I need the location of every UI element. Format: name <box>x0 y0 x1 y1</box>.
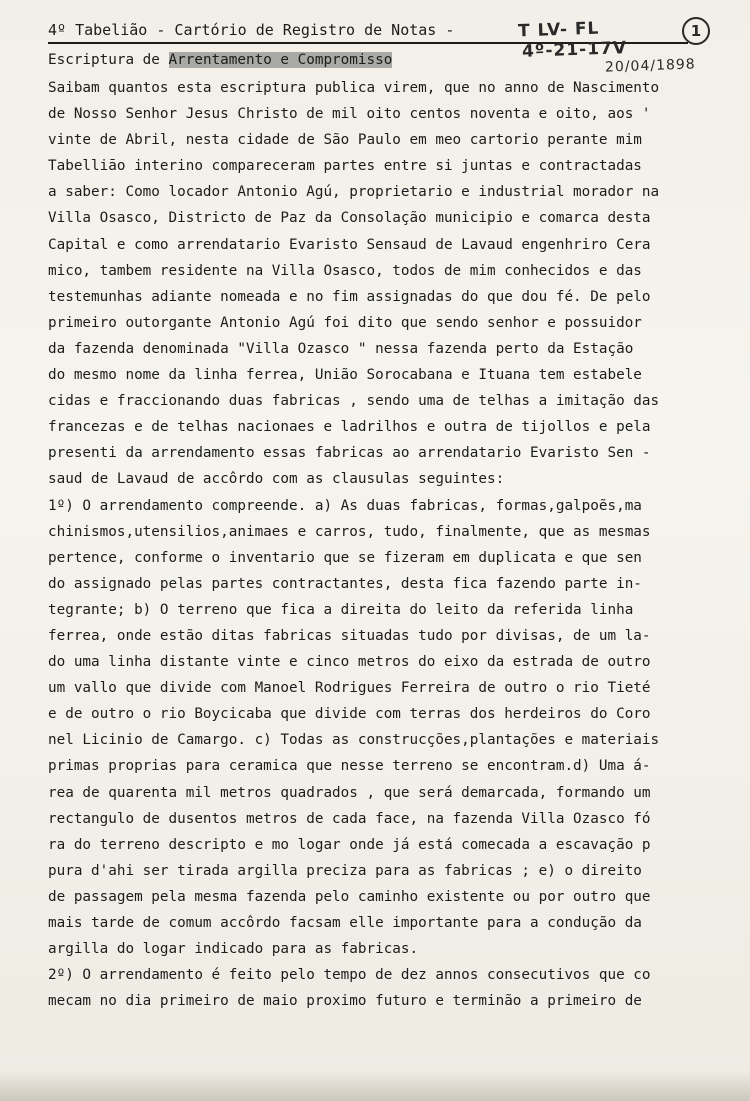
text-line: primeiro outorgante Antonio Agú foi dito que sendo senhor e possuidor <box>48 314 642 331</box>
text-line: ferrea, onde estão ditas fabricas situadas tudo por divisas, de um la- <box>48 627 651 644</box>
text-line: Saibam quantos esta escriptura publica virem, que no anno de Nascimento <box>48 80 660 96</box>
handwritten-date: 20/04/1898 <box>604 56 696 76</box>
document-title <box>48 50 392 70</box>
title-highlighted: Arrentamento e Compromisso <box>168 52 393 68</box>
page-bottom-shadow <box>0 1071 750 1101</box>
text-line: rea de quarenta mil metros quadrados , que será demarcada, formando um <box>48 784 651 801</box>
text-line: argilla do logar indicado para as fabricas. <box>48 941 419 958</box>
text-line: tegrante; b) O terreno que fica a direita do leito da referida linha <box>48 601 634 618</box>
text-line: a saber: Como locador Antonio Agú, proprietario e industrial morador na <box>48 184 660 201</box>
text-line: 2º) O arrendamento é feito pelo tempo de dez annos consecutivos que co <box>48 967 651 984</box>
text-line: mais tarde de comum accôrdo facsam elle importante para a condução da <box>48 915 642 931</box>
text-line: primas proprias para ceramica que nesse terreno se encontram.d) Uma á- <box>48 758 651 775</box>
handwritten-folio-reference: 4º-21-17V <box>521 38 628 62</box>
text-line: vinte de Abril, nesta cidade de São Paulo em meo cartorio perante mim <box>48 132 642 149</box>
text-line: 1º) O arrendamento compreende. a) As duas fabricas, formas,galpoẽs,ma <box>48 497 642 514</box>
text-line: Villa Osasco, Districto de Paz da Consolação municipio e comarca desta <box>48 210 651 227</box>
text-line: do mesmo nome da linha ferrea, União Sorocabana e Ituana tem estabele <box>48 367 642 384</box>
text-line: rectangulo de dusentos metros de cada face, na fazenda Villa Ozasco fó <box>48 810 651 827</box>
text-line: testemunhas adiante nomeada e no fim assignadas do que dou fé. De pelo <box>48 288 651 305</box>
text-line: da fazenda denominada "Villa Ozasco " nessa fazenda perto da Estação <box>48 340 634 357</box>
text-line: mecam no dia primeiro de maio proximo futuro e terminão a primeiro de <box>48 993 642 1010</box>
text-line: Capital e como arrendatario Evaristo Sensaud de Lavaud engenhriro Cera <box>48 236 651 253</box>
handwritten-book-reference: T LV- FL <box>517 18 600 42</box>
title-prefix: Escriptura de <box>48 52 169 68</box>
text-line: um vallo que divide com Manoel Rodrigues Ferreira de outro o rio Tieté <box>48 680 651 697</box>
text-line: mico, tambem residente na Villa Osasco, todos de mim conhecidos e das <box>48 262 642 279</box>
office-header: 4º Tabelião - Cartório de Registro de Notas - <box>48 20 688 44</box>
text-line: pura d'ahi ser tirada argilla preciza para as fabricas ; e) o direito <box>48 862 642 879</box>
handwritten-page-number: 1 <box>682 17 710 45</box>
text-line: presenti da arrendamento essas fabricas ao arrendatario Evaristo Sen - <box>48 445 651 462</box>
text-line: do assignado pelas partes contractantes, desta fica fazendo parte in- <box>48 575 642 592</box>
text-line: chinismos,utensilios,animaes e carros, tudo, finalmente, que as mesmas <box>48 523 651 540</box>
text-line: ra do terreno descripto e mo logar onde já está comecada a escavação p <box>48 836 651 853</box>
text-line: cidas e fraccionando duas fabricas , sendo uma de telhas a imitação das <box>48 393 660 410</box>
text-line: Tabelliāo interino compareceram partes entre si juntas e contractadas <box>48 158 642 175</box>
document-body <box>48 75 748 1014</box>
text-line: nel Licinio de Camargo. c) Todas as construcções,plantações e materiais <box>48 732 660 749</box>
text-line: pertence, conforme o inventario que se fizeram em duplicata e que sen <box>48 549 642 566</box>
text-line: saud de Lavaud de accôrdo com as clausulas seguintes: <box>48 471 505 488</box>
text-line: de Nosso Senhor Jesus Christo de mil oito centos noventa e oito, aos ' <box>48 106 651 123</box>
text-line: do uma linha distante vinte e cinco metros do eixo da estrada de outro <box>48 654 651 671</box>
text-line: e de outro o rio Boycicaba que divide com terras dos herdeiros do Coro <box>48 706 651 723</box>
text-line: de passagem pela mesma fazenda pelo caminho existente ou por outro que <box>48 888 651 905</box>
text-line: francezas e de telhas nacionaes e ladrilhos e outra de tijollos e pela <box>48 419 651 436</box>
